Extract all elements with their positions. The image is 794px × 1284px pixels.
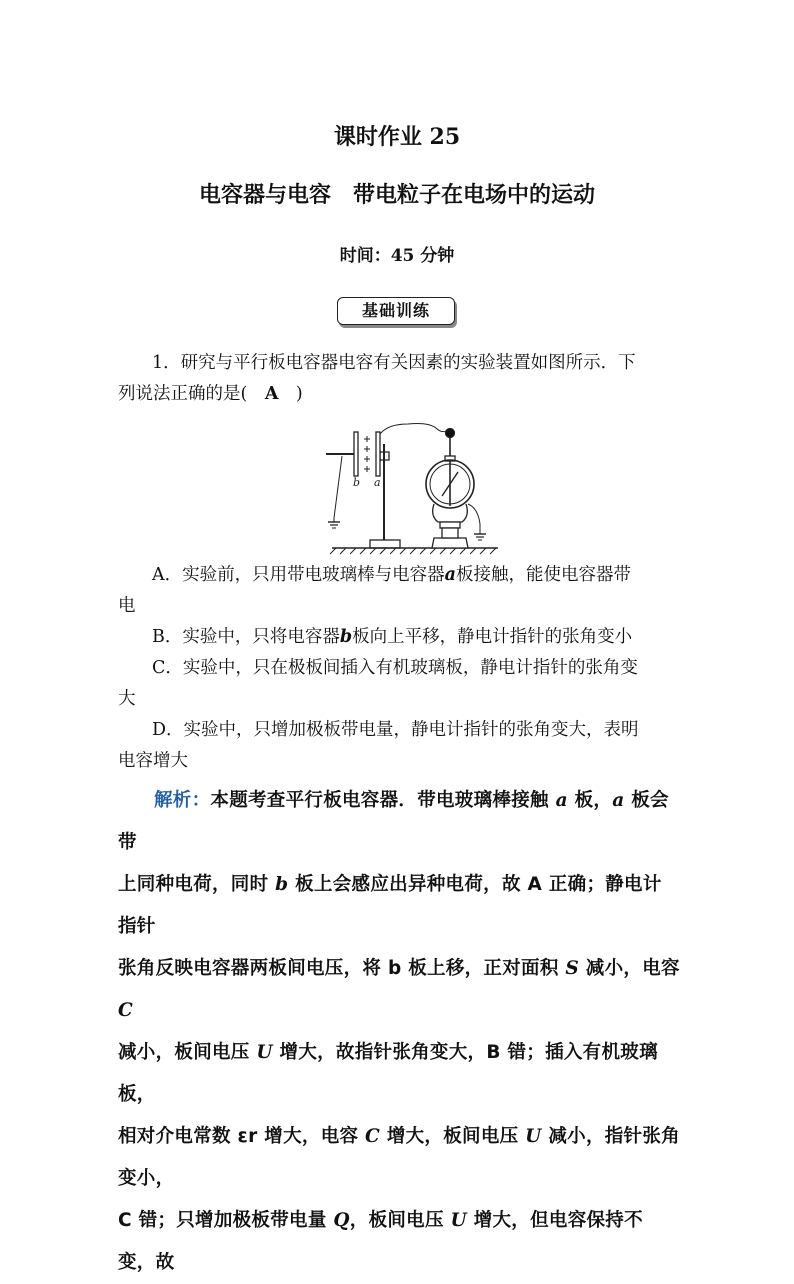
analysis-label: 解析： <box>154 790 211 811</box>
time-limit: 时间：45 分钟 <box>339 246 455 266</box>
option-d: D．实验中，只增加极板带电量，静电计指针的张角变大，表明 <box>152 720 639 740</box>
page-subtitle: 电容器与电容 带电粒子在电场中的运动 <box>198 182 595 208</box>
option-a-text-end: 板接触，能使电容器带 <box>455 565 631 585</box>
var-c: C <box>365 1126 381 1147</box>
var-b: b <box>339 627 353 647</box>
section-badge: 基础训练 <box>337 297 455 325</box>
analysis-text: 减小，电容 <box>579 958 680 979</box>
var-u: U <box>256 1042 273 1063</box>
var-q: Q <box>333 1210 350 1231</box>
stand-base <box>370 540 400 548</box>
var-s: S <box>565 958 580 979</box>
option-c-cont: 大 <box>118 689 136 709</box>
analysis-text: 板会带 <box>118 790 669 853</box>
page-title: 课时作业 25 <box>333 124 461 150</box>
analysis-text: 上同种电荷，同时 <box>118 874 276 895</box>
question-number: 1． <box>152 353 181 373</box>
analysis-text: 板上会感应出异种电荷，故 A 正确；静电计指针 <box>118 874 662 937</box>
analysis-text: C 错；只增加极板带电量 <box>118 1210 334 1231</box>
analysis-text: 相对介电常数 εr 增大，电容 <box>118 1126 366 1147</box>
analysis-text: 增大，板间电压 <box>380 1126 526 1147</box>
stem-line1: 研究与平行板电容器电容有关因素的实验装置如图所示．下 <box>180 353 636 373</box>
analysis-text: 张角反映电容器两板间电压，将 b 板上移，正对面积 <box>118 958 566 979</box>
analysis-text: ，板间电压 <box>349 1210 451 1231</box>
plate-b <box>354 432 358 476</box>
analysis-text: 本题考查平行板电容器．带电玻璃棒接触 <box>210 790 556 811</box>
options <box>118 560 680 777</box>
electrometer-base <box>432 538 468 548</box>
option-b-text-end: 板向上平移，静电计指针的张角变小 <box>352 627 633 647</box>
electrometer-knob <box>446 429 455 438</box>
capacitor-electrometer-figure <box>318 418 504 558</box>
var-a: a <box>555 790 568 811</box>
answer: A <box>264 384 279 404</box>
analysis-text: 增大，但电容保持不变，故 <box>118 1210 643 1273</box>
charge-marks <box>364 436 370 472</box>
option-a <box>118 560 680 591</box>
option-a-cont: 电 <box>118 596 136 616</box>
stem-line2: 列说法正确的是( <box>118 384 265 404</box>
analysis-text: 减小，指针张角变小， <box>118 1126 680 1189</box>
analysis-text: 增大，故指针张角变大，B 错；插入有机玻璃板， <box>118 1042 658 1105</box>
option-b <box>118 622 680 653</box>
plate-a <box>376 432 380 476</box>
var-b: b <box>275 874 289 895</box>
label-plate-a: a <box>374 476 381 489</box>
ground-hatch <box>330 548 496 554</box>
var-c: C <box>118 1000 134 1021</box>
var-a: a <box>444 565 456 585</box>
option-c: C．实验中，只在极板间插入有机玻璃板，静电计指针的张角变 <box>152 658 638 678</box>
option-d-cont: 电容增大 <box>118 751 188 771</box>
option-a-text: A．实验前，只用带电玻璃棒与电容器 <box>152 565 445 585</box>
analysis-text: 减小，板间电压 <box>118 1042 257 1063</box>
question-stem <box>118 348 680 410</box>
var-a: a <box>612 790 625 811</box>
option-b-text: B．实验中，只将电容器 <box>152 627 340 647</box>
var-u: U <box>450 1210 467 1231</box>
var-u: U <box>525 1126 542 1147</box>
label-plate-b: b <box>353 476 361 489</box>
analysis <box>118 780 680 1284</box>
stem-line2-end: ) <box>278 384 303 404</box>
analysis-text: 板， <box>567 790 613 811</box>
